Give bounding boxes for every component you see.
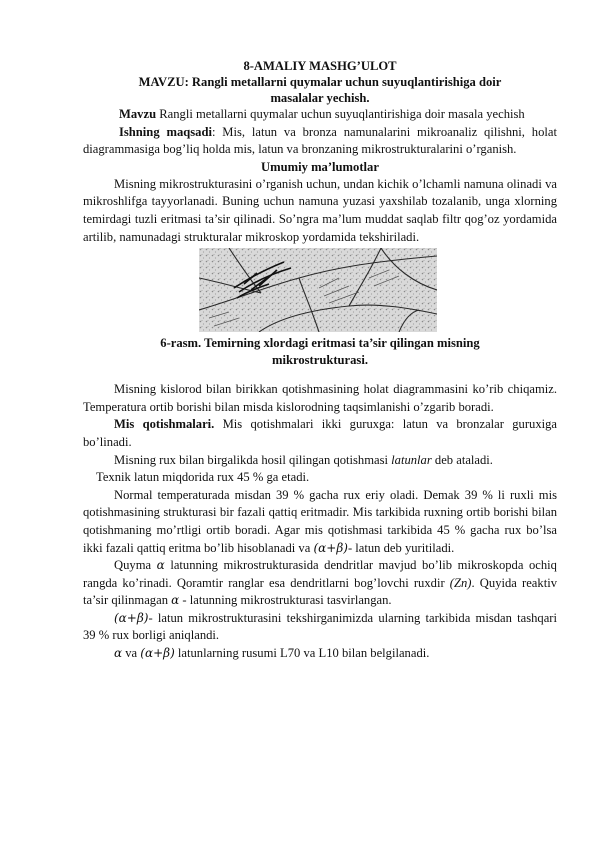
maqsad-label: Ishning maqsadi — [119, 124, 212, 139]
paragraph-9-va: va — [122, 646, 141, 661]
paragraph-1: Misning mikrostrukturasini o’rganish uchun, undan kichik o’lchamli namuna olinadi va mikroshlifga tayyorlanadi. Buning uchun namuna yuzasi yaxshilab tozalanib, unga xlorning temirdagi tuzli eritmasi ta’sir qilinadi. So’ngra ma’lum muddat saqlab filtr qog’oz yordamida artilib, namunadagi strukturalar mikroskop yordamida tekshiriladi. — [83, 176, 557, 244]
paragraph-4 — [83, 452, 557, 470]
paragraph-7-after: - latunning mikrostrukturasi tasvirlangan. — [179, 593, 392, 608]
spacer — [83, 369, 557, 381]
paragraph-3 — [83, 416, 557, 451]
paragraph-6-text: Normal temperaturada misdan 39 % gacha rux eriy oladi. Demak 39 % li ruxli mis qotishmasining strukturasi bir fazali qattiq eritmadir. Mis tarkibida ruxning ortib borishi bilan qotishmaning mo’rtligi ortib boradi. Agar mis qotishmasi tarkibida 45 % gacha rux bo’lsa ikki fazali qattiq eritma bo’lib hisoblanadi va — [83, 487, 557, 555]
paragraph-5: Texnik latun miqdorida rux 45 % ga etadi. — [96, 470, 310, 485]
page-subtitle: MAVZU: Rangli metallarni quymalar uchun suyuqlantirishiga doir masalalar yechish. — [138, 75, 502, 105]
alpha-symbol-2: α — [171, 593, 180, 608]
paragraph-7 — [83, 557, 557, 610]
paragraph-7-before: Quyma — [114, 558, 157, 573]
figure-caption: 6-rasm. Temirning xlordagi eritmasi ta’sir qilingan misning mikrostrukturasi. — [160, 336, 480, 368]
mavzu-paragraph — [83, 106, 557, 124]
paragraph-9-text: latunlarning rusumi L70 va L10 bilan belgilanadi. — [174, 646, 430, 661]
paragraph-7-mid: latunning mikrostrukturasida dendritlar mavjud bo’lib mikroskopda ochiq rangda ko’rinadi. Qoramtir ranglar esa dendritlarni bog’lovchi ruxdir — [83, 558, 557, 590]
paragraph-2: Misning kislorod bilan birikkan qotishmasining holat diagrammasini ko’rib chiqamiz. Temperatura ortib borishi bilan misda kislorodning taqsimlanishi o’zgarib boradi. — [83, 382, 557, 414]
paragraph-6-after: - latun deb yuritiladi. — [347, 540, 455, 555]
mavzu-label: Mavzu — [119, 107, 157, 121]
alpha-beta-formula-2: (α+β) — [114, 610, 149, 625]
paragraph-6 — [83, 487, 557, 557]
maqsad-text: : Mis, latun va bronza namunalarini mikroanaliz qilishni, holat diagrammasiga bog’liq holda mis, latun va bronzaning mikrostrukturalarini o’rganish. — [83, 124, 557, 157]
mis-qotishmalari-label: Mis qotishmalari. — [114, 417, 215, 432]
paragraph-4-after: deb ataladi. — [431, 452, 493, 467]
zn-symbol: (Zn) — [449, 575, 472, 590]
alpha-symbol-3: α — [114, 646, 123, 661]
section-title: Umumiy ma’lumotlar — [261, 159, 379, 174]
alpha-beta-formula: (α+β) — [313, 540, 348, 555]
micrograph-image — [199, 248, 437, 332]
paragraph-7-mid2: . Quyida reaktiv ta’sir qilinmagan — [83, 575, 557, 608]
latunlar-term: latunlar — [391, 452, 432, 467]
alpha-beta-formula-3: (α+β) — [140, 646, 175, 661]
paragraph-3-text: Mis qotishmalari ikki guruxga: latun va bronzalar guruxiga bo’linadi. — [83, 417, 558, 449]
alpha-symbol: α — [156, 558, 165, 573]
micrograph-figure — [199, 248, 437, 332]
document-page — [83, 58, 557, 663]
maqsad-paragraph — [83, 124, 557, 159]
paragraph-9 — [83, 645, 557, 663]
mavzu-text: Rangli metallarni quymalar uchun suyuqlantirishiga doir masala yechish — [159, 107, 525, 121]
paragraph-4-before: Misning rux bilan birgalikda hosil qilingan qotishmasi — [114, 452, 392, 467]
paragraph-8-text: - latun mikrostrukturasini tekshirganimizda ularning tarkibida misdan tashqari 39 % rux borligi aniqlandi. — [83, 610, 557, 643]
paragraph-8 — [83, 610, 557, 645]
page-title: 8-AMALIY MASHG’ULOT — [243, 59, 397, 73]
